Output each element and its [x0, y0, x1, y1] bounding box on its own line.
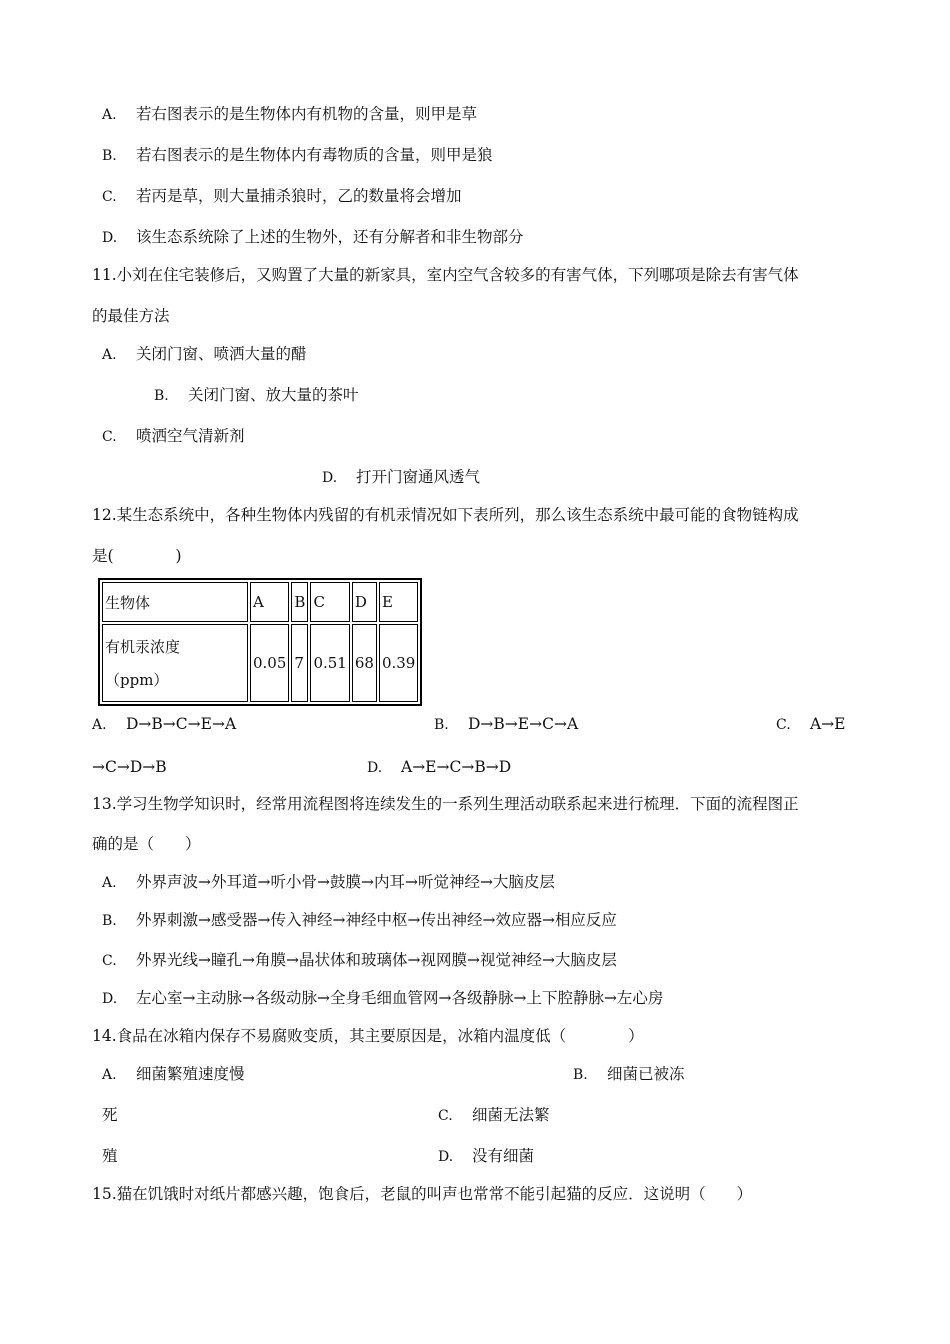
- option-text: 喷洒空气清新剂: [136, 427, 245, 445]
- mercury-table: [98, 578, 422, 706]
- option-text: 该生态系统除了上述的生物外，还有分解者和非生物部分: [136, 228, 524, 246]
- table-header-cell: D: [352, 582, 377, 622]
- option-label: A.: [102, 1067, 117, 1083]
- option-label: C.: [102, 953, 117, 969]
- table-header-cell: A: [250, 582, 289, 622]
- q13-stem-line2: 确的是（ ）: [92, 835, 201, 853]
- option-text: 若右图表示的是生物体内有机物的含量，则甲是草: [136, 105, 478, 123]
- option-label: D.: [367, 760, 383, 776]
- option-text: 关闭门窗、放大量的茶叶: [188, 386, 359, 404]
- option-label: C.: [102, 429, 117, 445]
- table-row-label: [102, 624, 248, 702]
- q12-stem-line1: 12.某生态系统中，各种生物体内残留的有机汞情况如下表所列，那么该生态系统中最可能的食物链构成: [92, 506, 799, 524]
- q10-option-c: [102, 186, 462, 207]
- table-header-cell: B: [291, 582, 308, 622]
- option-text: 细菌已被冻: [607, 1065, 685, 1083]
- q10-option-d: [102, 227, 524, 248]
- option-text: 若右图表示的是生物体内有毒物质的含量，则甲是狼: [136, 146, 493, 164]
- option-label: A.: [102, 107, 117, 123]
- row-unit-text: （ppm）: [105, 671, 169, 689]
- option-text: D→B→C→E→A: [126, 715, 237, 733]
- option-label: C.: [776, 717, 791, 733]
- table-cell: 7: [291, 624, 308, 702]
- option-label: A.: [92, 717, 107, 733]
- table-header-cell: E: [379, 582, 418, 622]
- q13-option-a: [102, 872, 555, 893]
- q11-option-a: [102, 344, 307, 365]
- q12-option-a: [92, 714, 236, 735]
- q12-option-d: [367, 757, 511, 778]
- table-row: [102, 624, 418, 702]
- q14-option-c-continued: 殖: [102, 1147, 118, 1165]
- option-text: A→E: [810, 715, 846, 733]
- option-label: B.: [102, 913, 117, 929]
- table-header-cell: 生物体: [102, 582, 248, 622]
- option-text: 外界刺激→感受器→传入神经→神经中枢→传出神经→效应器→相应反应: [136, 911, 617, 929]
- option-label: B.: [102, 148, 117, 164]
- option-label: A.: [102, 875, 117, 891]
- q11-option-c: [102, 426, 245, 447]
- option-text: 细菌繁殖速度慢: [136, 1065, 245, 1083]
- option-text: 外界声波→外耳道→听小骨→鼓膜→内耳→听觉神经→大脑皮层: [136, 873, 555, 891]
- option-text: D→B→E→C→A: [468, 715, 579, 733]
- table-cell: 0.39: [379, 624, 418, 702]
- q11-option-d: [322, 467, 480, 488]
- option-text: 外界光线→瞳孔→角膜→晶状体和玻璃体→视网膜→视觉神经→大脑皮层: [136, 951, 617, 969]
- q10-option-b: [102, 145, 493, 166]
- q12-stem-line2: 是( ): [92, 547, 182, 565]
- q12-option-c: [776, 714, 846, 735]
- q11-option-b: [154, 385, 359, 406]
- q14-option-d: [438, 1146, 534, 1167]
- option-label: D.: [102, 230, 118, 246]
- row-label-text: 有机汞浓度: [105, 638, 181, 656]
- option-label: D.: [102, 991, 118, 1007]
- option-label: D.: [438, 1149, 454, 1165]
- q14-option-b-continued: 死: [102, 1106, 118, 1124]
- table-cell: 0.05: [250, 624, 289, 702]
- option-text: 关闭门窗、喷洒大量的醋: [136, 345, 307, 363]
- table-header-cell: C: [310, 582, 349, 622]
- table-cell: 68: [352, 624, 377, 702]
- option-text: 若丙是草，则大量捕杀狼时，乙的数量将会增加: [136, 187, 462, 205]
- option-text: 左心室→主动脉→各级动脉→全身毛细血管网→各级静脉→上下腔静脉→左心房: [136, 989, 664, 1007]
- option-label: C.: [102, 189, 117, 205]
- option-label: B.: [573, 1067, 588, 1083]
- q10-option-a: [102, 104, 477, 125]
- q11-stem-line2: 的最佳方法: [92, 307, 170, 325]
- option-label: A.: [102, 347, 117, 363]
- option-text: 没有细菌: [472, 1147, 535, 1165]
- option-text: 细菌无法繁: [472, 1106, 550, 1124]
- q14-option-b: [573, 1064, 685, 1085]
- option-text: A→E→C→B→D: [401, 758, 512, 776]
- q14-option-c: [438, 1105, 550, 1126]
- option-label: D.: [322, 470, 338, 486]
- q13-option-d: [102, 988, 663, 1009]
- table-header-row: [102, 582, 418, 622]
- q12-option-c-continued: →C→D→B: [92, 758, 167, 776]
- q13-option-c: [102, 950, 617, 971]
- q11-stem-line1: 11.小刘在住宅装修后，又购置了大量的新家具，室内空气含较多的有害气体，下列哪项是除去有害气体: [92, 266, 799, 284]
- q13-option-b: [102, 910, 617, 931]
- q14-option-a: [102, 1064, 245, 1085]
- option-text: 打开门窗通风透气: [356, 468, 481, 486]
- option-label: B.: [434, 717, 449, 733]
- table-cell: 0.51: [310, 624, 349, 702]
- q12-option-b: [434, 714, 578, 735]
- q15-stem: 15.猫在饥饿时对纸片都感兴趣，饱食后，老鼠的叫声也常常不能引起猫的反应．这说明（ ）: [92, 1185, 753, 1203]
- option-label: C.: [438, 1108, 453, 1124]
- q14-stem: 14.食品在冰箱内保存不易腐败变质，其主要原因是，冰箱内温度低（ ）: [92, 1027, 644, 1045]
- option-label: B.: [154, 388, 169, 404]
- q13-stem-line1: 13.学习生物学知识时，经常用流程图将连续发生的一系列生理活动联系起来进行梳理．下面的流程图正: [92, 795, 799, 813]
